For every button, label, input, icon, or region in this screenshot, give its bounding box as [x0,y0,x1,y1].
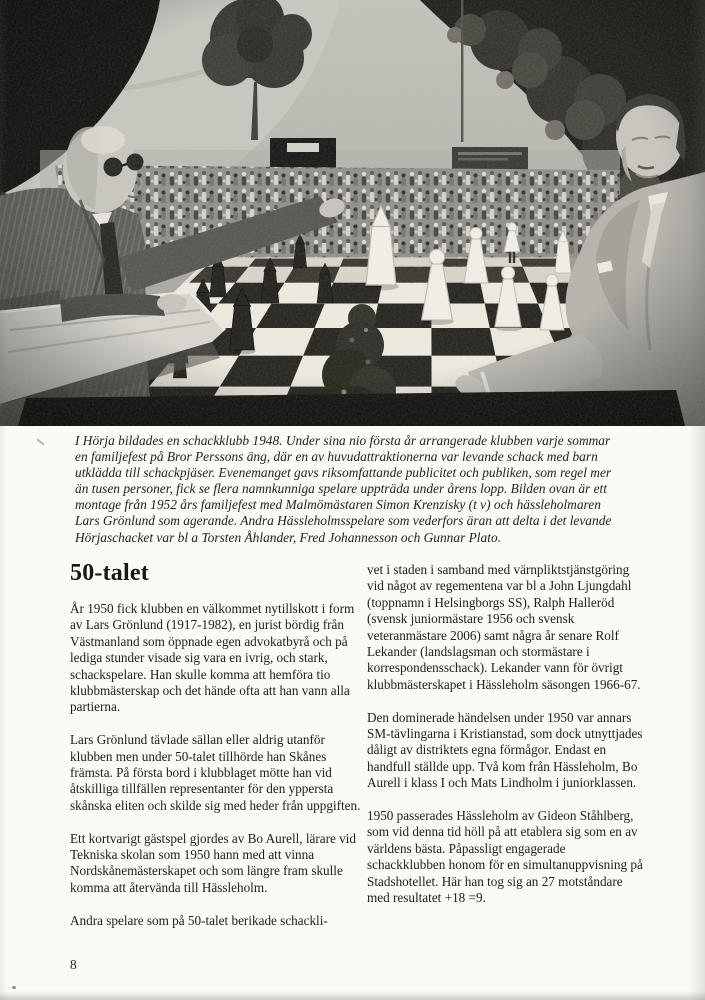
paragraph: År 1950 fick klubben en välkommet nytillskott i form av Lars Grönlund (1917-1982), en jurist bördig från Västmanland som öppnade egen advokatbyrå och på lediga stunder visade sig vara en ivrig, och stark, schackspelare. Han skulle komma att hemföra tio klubbmästerskap och det hände ofta att han vann alla partierna. [70,601,355,715]
living-chess-photo [0,0,705,426]
page-number: 8 [70,957,77,972]
section-heading: 50-talet [70,560,149,586]
pen-mark [36,438,44,445]
paragraph: 1950 passerades Hässleholm av Gideon Ståhlberg, som vid denna tid höll på att etablera sig som en av världens bästa. Påpassligt engagerade schackklubben honom för en simultanuppvisning på Stadshotellet. Här han tog sig an 27 motståndare med resultatet +18 =9. [367,808,643,906]
right-column [367,562,647,923]
dust-speck [12,986,16,989]
paragraph: Ett kortvarigt gästspel gjordes av Bo Aurell, lärare vid Tekniska skolan som 1950 hann med att vinna Nordskånemästerskapet och som längre fram skulle komma att återvända till Hässleholm. [70,830,357,895]
paragraph: vet i staden i samband med värnpliktstjänstgöring vid något av regementena var bl a John Ljungdahl (toppnamn i Helsingborgs SS), Ralph Halleröd (svensk juniormästare 1956 och svensk veteranmästare 2006) samt några år senare Rolf Lekander (landslagsman och stormästare i korrespondensschack). Lekander vann för övrigt klubbmästerskapet i Hässleholm säsongen 1966-67. [367,562,641,692]
left-column [70,601,368,945]
paragraph: Andra spelare som på 50-talet berikade schackli- [70,912,328,928]
photo-caption: I Hörja bildades en schackklubb 1948. Under sina nio första år arrangerade klubben varje sommar en familjefest på Bror Perssons äng, där en av huvudattraktionerna var levande schack med barn utklädda till schackpjäser. Evenemanget gavs riksomfattande publicitet och publiken, som regel mer än tusen personer, fick se flera namnkunniga spelare uppträda under årens lopp. Bilden ovan är ett montage från 1952 års familjefest med Malmömästaren Simon Krenzisky (t v) och hässleholmaren Lars Grönlund som agerande. Andra Hässleholmsspelare som vederfors äran att delta i det levande Hörjaschacket var bl a Torsten Åhlander, Fred Johannesson och Gunnar Plato. [75,433,612,545]
paragraph: Den dominerade händelsen under 1950 var annars SM-tävlingarna i Kristianstad, som dock utnyttjades dåligt av distriktets egna förmågor. Endast en handfull ställde upp. Två kom från Hässleholm, Bo Aurell i klass I och Mats Lindholm i juniorklassen. [367,709,643,791]
paragraph: Lars Grönlund tävlade sällan eller aldrig utanför klubben men under 50-talet tillhörde han Skånes främsta. På första bord i klubblaget mötte han vid åtskilliga tillfällen representanter för den yppersta skånska eliten och skilde sig med heder från uppgiften. [70,732,361,813]
